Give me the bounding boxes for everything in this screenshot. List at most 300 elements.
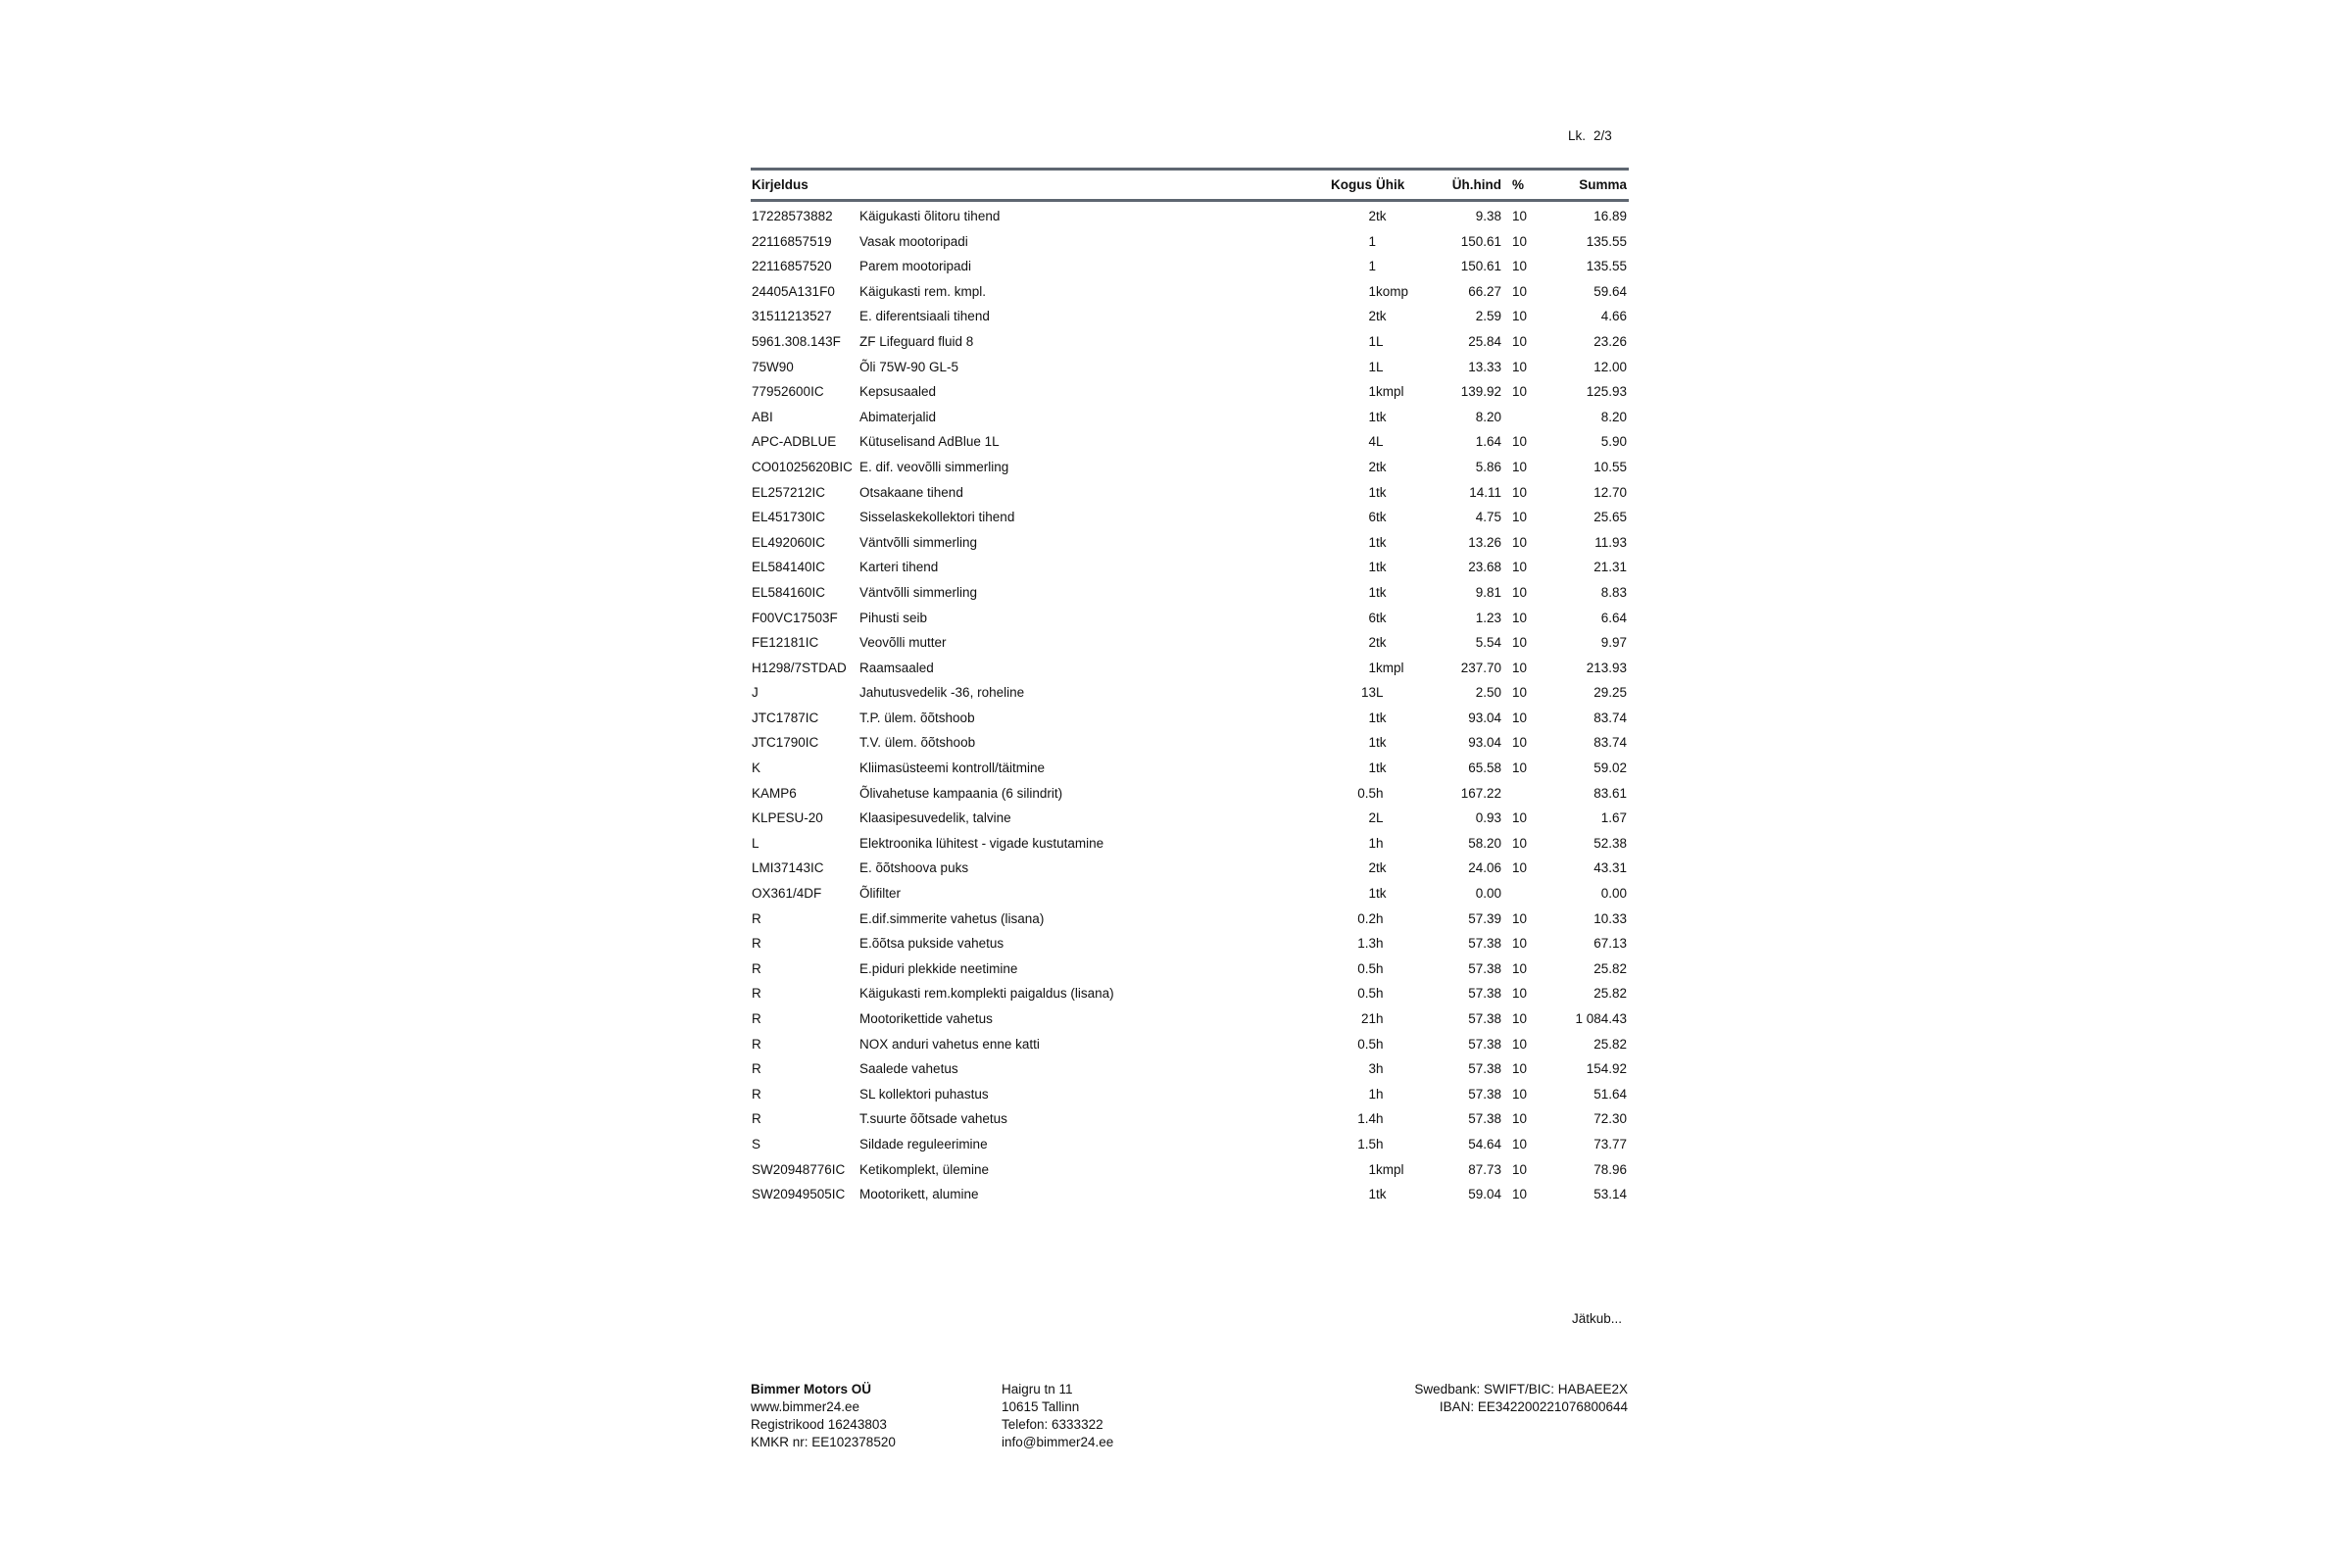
item-discount-pct: 10	[1512, 685, 1528, 701]
item-qty: 3	[1368, 1061, 1376, 1077]
table-row	[751, 254, 1629, 279]
item-sum: 72.30	[1593, 1111, 1627, 1127]
item-unit-price: 0.00	[1475, 886, 1501, 902]
item-qty: 2	[1368, 635, 1376, 651]
item-unit: h	[1376, 1011, 1384, 1026]
item-unit-price: 5.54	[1475, 635, 1501, 651]
item-unit-price: 57.38	[1468, 1086, 1501, 1102]
item-unit: tk	[1376, 860, 1387, 876]
item-unit: h	[1376, 1061, 1384, 1077]
item-unit-price: 9.81	[1475, 584, 1501, 600]
item-code: APC-ADBLUE	[752, 434, 837, 450]
item-sum: 135.55	[1586, 233, 1627, 249]
item-sum: 43.31	[1593, 860, 1627, 876]
table-row	[751, 455, 1629, 480]
item-unit: L	[1376, 685, 1384, 701]
item-code: 17228573882	[752, 209, 833, 223]
item-unit: L	[1376, 333, 1384, 349]
item-description: Sisselaskekollektori tihend	[859, 510, 1015, 525]
item-unit-price: 57.38	[1468, 1111, 1501, 1127]
item-unit: L	[1376, 434, 1384, 450]
item-unit: h	[1376, 960, 1384, 976]
item-code: R	[752, 1011, 761, 1026]
table-row	[751, 329, 1629, 355]
item-code: EL492060IC	[752, 534, 826, 550]
item-description: NOX anduri vahetus enne katti	[859, 1036, 1040, 1052]
item-unit-price: 57.38	[1468, 960, 1501, 976]
item-description: Kütuselisand AdBlue 1L	[859, 434, 1000, 450]
item-discount-pct: 10	[1512, 459, 1528, 474]
item-unit: L	[1376, 359, 1384, 374]
item-sum: 0.00	[1600, 886, 1627, 902]
item-discount-pct: 10	[1512, 610, 1528, 625]
item-qty: 2	[1368, 860, 1376, 876]
item-unit-price: 25.84	[1468, 333, 1501, 349]
item-code: F00VC17503F	[752, 610, 838, 625]
item-code: H1298/7STDAD	[752, 660, 847, 675]
header-description: Kirjeldus	[752, 177, 808, 192]
item-description: Väntvõlli simmerling	[859, 584, 978, 600]
item-discount-pct: 10	[1512, 936, 1528, 952]
item-discount-pct: 10	[1512, 510, 1528, 525]
item-discount-pct: 10	[1512, 810, 1528, 826]
continues-note: Jätkub...	[1572, 1311, 1623, 1326]
item-unit: h	[1376, 986, 1384, 1002]
footer-bank	[1414, 1381, 1628, 1416]
item-qty: 1	[1368, 660, 1376, 675]
item-unit-price: 13.33	[1468, 359, 1501, 374]
item-qty: 0.2	[1357, 910, 1376, 926]
item-discount-pct: 10	[1512, 283, 1528, 299]
item-unit-price: 237.70	[1460, 660, 1501, 675]
table-row	[751, 680, 1629, 706]
table-row	[751, 429, 1629, 455]
item-unit: L	[1376, 810, 1384, 826]
table-row	[751, 730, 1629, 756]
item-discount-pct: 10	[1512, 1187, 1528, 1202]
table-row	[751, 379, 1629, 405]
item-qty: 0.5	[1357, 1036, 1376, 1052]
address-email: info@bimmer24.ee	[1002, 1435, 1114, 1449]
item-description: Parem mootoripadi	[859, 259, 972, 274]
item-description: Ketikomplekt, ülemine	[859, 1161, 990, 1177]
item-sum: 10.55	[1593, 459, 1627, 474]
header-price: Üh.hind	[1451, 177, 1501, 192]
item-discount-pct: 10	[1512, 333, 1528, 349]
item-description: Mootorikett, alumine	[859, 1187, 979, 1202]
item-discount-pct: 10	[1512, 1086, 1528, 1102]
table-row	[751, 555, 1629, 580]
item-qty: 1	[1368, 359, 1376, 374]
table-row	[751, 706, 1629, 731]
page-number-value: 2/3	[1593, 128, 1612, 143]
item-qty: 1	[1368, 1086, 1376, 1102]
item-unit: tk	[1376, 409, 1387, 424]
item-unit: h	[1376, 1136, 1384, 1152]
item-unit-price: 24.06	[1468, 860, 1501, 876]
bank-iban: IBAN: EE342200221076800644	[1439, 1399, 1628, 1414]
address-city: 10615 Tallinn	[1002, 1399, 1080, 1414]
item-sum: 83.74	[1593, 710, 1627, 725]
table-row	[751, 229, 1629, 255]
item-sum: 12.70	[1593, 484, 1627, 500]
table-row	[751, 906, 1629, 932]
item-unit-price: 65.58	[1468, 760, 1501, 776]
item-unit: tk	[1376, 635, 1387, 651]
item-discount-pct: 10	[1512, 710, 1528, 725]
table-row	[751, 806, 1629, 831]
item-code: R	[752, 1086, 761, 1102]
item-discount-pct: 10	[1512, 986, 1528, 1002]
table-row	[751, 279, 1629, 305]
table-row	[751, 981, 1629, 1006]
item-code: R	[752, 910, 761, 926]
item-unit-price: 9.38	[1475, 209, 1501, 223]
header-pct: %	[1512, 177, 1525, 192]
item-unit-price: 1.64	[1475, 434, 1501, 450]
item-unit-price: 1.23	[1475, 610, 1501, 625]
item-qty: 2	[1368, 209, 1376, 223]
item-qty: 1	[1368, 735, 1376, 751]
item-unit: tk	[1376, 584, 1387, 600]
item-description: E. diferentsiaali tihend	[859, 309, 990, 324]
item-sum: 83.74	[1593, 735, 1627, 751]
item-discount-pct: 10	[1512, 560, 1528, 575]
item-code: 31511213527	[752, 309, 832, 324]
item-code: 75W90	[752, 359, 794, 374]
item-unit-price: 93.04	[1468, 710, 1501, 725]
item-code: JTC1787IC	[752, 710, 819, 725]
item-description: Elektroonika lühitest - vigade kustutamine	[859, 835, 1104, 851]
item-discount-pct: 10	[1512, 1061, 1528, 1077]
item-code: R	[752, 986, 761, 1002]
item-discount-pct: 10	[1512, 1111, 1528, 1127]
item-description: Saalede vahetus	[859, 1061, 958, 1077]
item-discount-pct: 10	[1512, 835, 1528, 851]
item-sum: 21.31	[1593, 560, 1627, 575]
item-unit: tk	[1376, 560, 1387, 575]
item-sum: 154.92	[1586, 1061, 1627, 1077]
item-qty: 1	[1368, 333, 1376, 349]
page-number	[1568, 128, 1612, 143]
item-sum: 1 084.43	[1575, 1011, 1627, 1026]
item-code: 5961.308.143F	[752, 333, 841, 349]
item-description: SL kollektori puhastus	[859, 1086, 989, 1102]
item-unit: tk	[1376, 534, 1387, 550]
item-code: EL257212IC	[752, 484, 826, 500]
item-unit: tk	[1376, 886, 1387, 902]
table-row	[751, 881, 1629, 906]
item-qty: 1	[1368, 584, 1376, 600]
item-code: ABI	[752, 409, 773, 424]
item-code: R	[752, 936, 761, 952]
item-sum: 83.61	[1593, 785, 1627, 801]
item-code: R	[752, 1111, 761, 1127]
item-sum: 25.82	[1593, 1036, 1627, 1052]
item-qty: 1	[1368, 409, 1376, 424]
item-discount-pct: 10	[1512, 960, 1528, 976]
item-unit: h	[1376, 1086, 1384, 1102]
item-unit-price: 59.04	[1468, 1187, 1501, 1202]
item-discount-pct: 10	[1512, 209, 1528, 223]
item-code: L	[752, 835, 760, 851]
item-discount-pct: 10	[1512, 1161, 1528, 1177]
item-code: KLPESU-20	[752, 810, 823, 826]
item-description: T.P. ülem. õõtshoob	[859, 710, 975, 725]
item-unit: h	[1376, 1036, 1384, 1052]
item-unit: tk	[1376, 710, 1387, 725]
item-sum: 52.38	[1593, 835, 1627, 851]
item-unit-price: 167.22	[1460, 785, 1501, 801]
item-sum: 23.26	[1593, 333, 1627, 349]
item-code: SW20949505IC	[752, 1187, 846, 1202]
item-description: E.piduri plekkide neetimine	[859, 960, 1018, 976]
item-unit-price: 66.27	[1468, 283, 1501, 299]
item-sum: 25.82	[1593, 986, 1627, 1002]
item-description: T.suurte õõtsade vahetus	[859, 1111, 1007, 1127]
item-sum: 53.14	[1593, 1187, 1627, 1202]
item-qty: 1.4	[1357, 1111, 1376, 1127]
item-sum: 59.64	[1593, 283, 1627, 299]
item-qty: 1	[1368, 710, 1376, 725]
item-code: FE12181IC	[752, 635, 819, 651]
table-header	[751, 168, 1629, 202]
item-unit: tk	[1376, 510, 1387, 525]
item-unit-price: 5.86	[1475, 459, 1501, 474]
item-unit-price: 57.38	[1468, 1061, 1501, 1077]
item-discount-pct: 10	[1512, 384, 1528, 400]
item-discount-pct: 10	[1512, 534, 1528, 550]
item-sum: 4.66	[1600, 309, 1627, 324]
item-unit-price: 58.20	[1468, 835, 1501, 851]
item-unit: komp	[1376, 283, 1409, 299]
item-unit: tk	[1376, 484, 1387, 500]
item-unit-price: 4.75	[1475, 510, 1501, 525]
item-unit-price: 87.73	[1468, 1161, 1501, 1177]
item-sum: 11.93	[1594, 534, 1627, 550]
table-row	[751, 1157, 1629, 1183]
item-code: EL584140IC	[752, 560, 826, 575]
item-unit-price: 57.38	[1468, 936, 1501, 952]
item-qty: 1	[1368, 283, 1376, 299]
table-row	[751, 606, 1629, 631]
item-discount-pct: 10	[1512, 735, 1528, 751]
table-row	[751, 204, 1629, 229]
item-qty: 1	[1368, 534, 1376, 550]
item-code: EL584160IC	[752, 584, 826, 600]
item-code: SW20948776IC	[752, 1161, 846, 1177]
company-name: Bimmer Motors OÜ	[751, 1382, 872, 1396]
table-row	[751, 781, 1629, 807]
item-sum: 59.02	[1593, 760, 1627, 776]
item-qty: 6	[1368, 510, 1376, 525]
company-web: www.bimmer24.ee	[751, 1399, 860, 1414]
item-description: Otsakaane tihend	[859, 484, 963, 500]
item-discount-pct: 10	[1512, 259, 1528, 274]
item-description: Abimaterjalid	[859, 409, 937, 424]
item-code: EL451730IC	[752, 510, 826, 525]
table-row	[751, 630, 1629, 656]
item-sum: 73.77	[1593, 1136, 1627, 1152]
item-sum: 213.93	[1586, 660, 1627, 675]
item-unit: h	[1376, 785, 1384, 801]
item-qty: 1	[1368, 484, 1376, 500]
table-row	[751, 956, 1629, 982]
table-row	[751, 1182, 1629, 1207]
item-unit-price: 93.04	[1468, 735, 1501, 751]
item-sum: 135.55	[1586, 259, 1627, 274]
item-discount-pct: 10	[1512, 860, 1528, 876]
table-row	[751, 355, 1629, 380]
item-description: Vasak mootoripadi	[859, 233, 968, 249]
item-description: Veovõlli mutter	[859, 635, 947, 651]
item-description: Raamsaaled	[859, 660, 934, 675]
item-qty: 0.5	[1357, 960, 1376, 976]
footer-company	[751, 1381, 896, 1451]
item-qty: 1.5	[1357, 1136, 1376, 1152]
invoice-table	[751, 168, 1629, 1207]
item-discount-pct: 10	[1512, 584, 1528, 600]
item-discount-pct: 10	[1512, 359, 1528, 374]
item-unit: tk	[1376, 610, 1387, 625]
item-code: 22116857520	[752, 259, 832, 274]
item-sum: 1.67	[1600, 810, 1627, 826]
item-sum: 12.00	[1593, 359, 1627, 374]
address-phone: Telefon: 6333322	[1002, 1417, 1103, 1432]
table-row	[751, 530, 1629, 556]
item-code: 22116857519	[752, 233, 832, 249]
item-qty: 1	[1368, 384, 1376, 400]
item-unit-price: 57.39	[1468, 910, 1501, 926]
table-row	[751, 304, 1629, 329]
item-sum: 25.65	[1593, 510, 1627, 525]
item-qty: 2	[1368, 459, 1376, 474]
item-code: R	[752, 1061, 761, 1077]
item-unit-price: 54.64	[1468, 1136, 1501, 1152]
item-discount-pct: 10	[1512, 309, 1528, 324]
item-unit: tk	[1376, 735, 1387, 751]
item-sum: 10.33	[1593, 910, 1627, 926]
item-description: Jahutusvedelik -36, roheline	[859, 685, 1025, 701]
item-unit-price: 150.61	[1460, 259, 1501, 274]
item-unit-price: 2.50	[1475, 685, 1501, 701]
item-qty: 1	[1368, 233, 1376, 249]
table-row	[751, 831, 1629, 857]
item-unit-price: 13.26	[1468, 534, 1501, 550]
item-code: 77952600IC	[752, 384, 824, 400]
item-discount-pct: 10	[1512, 635, 1528, 651]
item-sum: 67.13	[1593, 936, 1627, 952]
address-street: Haigru tn 11	[1002, 1382, 1073, 1396]
table-row	[751, 1032, 1629, 1057]
item-description: Sildade reguleerimine	[859, 1136, 988, 1152]
item-description: E.dif.simmerite vahetus (lisana)	[859, 910, 1045, 926]
item-qty: 21	[1360, 1011, 1376, 1026]
item-description: Kepsusaaled	[859, 384, 937, 400]
item-unit-price: 8.20	[1475, 409, 1501, 424]
item-discount-pct: 10	[1512, 434, 1528, 450]
item-sum: 8.83	[1600, 584, 1627, 600]
item-unit: tk	[1376, 1187, 1387, 1202]
item-unit: kmpl	[1376, 1161, 1404, 1177]
item-description: T.V. ülem. õõtshoob	[859, 735, 976, 751]
item-unit: h	[1376, 936, 1384, 952]
item-description: Õlifilter	[859, 886, 902, 902]
bank-swift: Swedbank: SWIFT/BIC: HABAEE2X	[1414, 1382, 1628, 1396]
table-row	[751, 856, 1629, 881]
item-qty: 1	[1368, 259, 1376, 274]
item-unit: kmpl	[1376, 660, 1404, 675]
table-row	[751, 1056, 1629, 1082]
item-unit: tk	[1376, 459, 1387, 474]
page-number-label: Lk.	[1568, 128, 1587, 143]
item-sum: 16.89	[1593, 209, 1627, 223]
item-code: K	[752, 760, 761, 776]
item-unit: kmpl	[1376, 384, 1404, 400]
item-unit-price: 23.68	[1468, 560, 1501, 575]
item-qty: 1	[1368, 1161, 1376, 1177]
item-description: ZF Lifeguard fluid 8	[859, 333, 974, 349]
item-code: S	[752, 1136, 761, 1152]
table-row	[751, 656, 1629, 681]
item-qty: 1	[1368, 835, 1376, 851]
table-row	[751, 580, 1629, 606]
item-qty: 1	[1368, 886, 1376, 902]
item-code: J	[752, 685, 759, 701]
table-row	[751, 1132, 1629, 1157]
item-code: CO01025620BIC	[752, 459, 853, 474]
item-description: Mootorikettide vahetus	[859, 1011, 993, 1026]
item-unit-price: 139.92	[1460, 384, 1501, 400]
item-sum: 6.64	[1600, 610, 1627, 625]
item-qty: 4	[1368, 434, 1376, 450]
item-description: Väntvõlli simmerling	[859, 534, 978, 550]
item-code: LMI37143IC	[752, 860, 824, 876]
item-discount-pct: 10	[1512, 910, 1528, 926]
item-qty: 2	[1368, 309, 1376, 324]
table-row	[751, 1006, 1629, 1032]
item-sum: 5.90	[1600, 434, 1627, 450]
table-body	[751, 204, 1629, 1207]
table-row	[751, 1106, 1629, 1132]
item-description: Käigukasti rem.komplekti paigaldus (lisana)	[859, 986, 1114, 1002]
item-unit-price: 57.38	[1468, 986, 1501, 1002]
item-description: Karteri tihend	[859, 560, 939, 575]
item-qty: 6	[1368, 610, 1376, 625]
item-sum: 29.25	[1593, 685, 1627, 701]
item-unit-price: 57.38	[1468, 1036, 1501, 1052]
table-row	[751, 480, 1629, 506]
item-qty: 13	[1360, 685, 1376, 701]
company-reg: Registrikood 16243803	[751, 1417, 887, 1432]
item-unit-price: 57.38	[1468, 1011, 1501, 1026]
item-discount-pct: 10	[1512, 233, 1528, 249]
item-unit-price: 0.93	[1475, 810, 1501, 826]
item-description: Õli 75W-90 GL-5	[859, 359, 959, 374]
item-unit: tk	[1376, 760, 1387, 776]
item-code: R	[752, 960, 761, 976]
item-unit: tk	[1376, 209, 1387, 223]
item-qty: 2	[1368, 810, 1376, 826]
item-discount-pct: 10	[1512, 1036, 1528, 1052]
item-description: E. dif. veovõlli simmerling	[859, 459, 1009, 474]
table-row	[751, 405, 1629, 430]
item-description: Käigukasti õlitoru tihend	[859, 209, 1001, 223]
item-description: Kliimasüsteemi kontroll/täitmine	[859, 760, 1046, 776]
table-row	[751, 931, 1629, 956]
item-discount-pct: 10	[1512, 484, 1528, 500]
item-sum: 8.20	[1600, 409, 1627, 424]
